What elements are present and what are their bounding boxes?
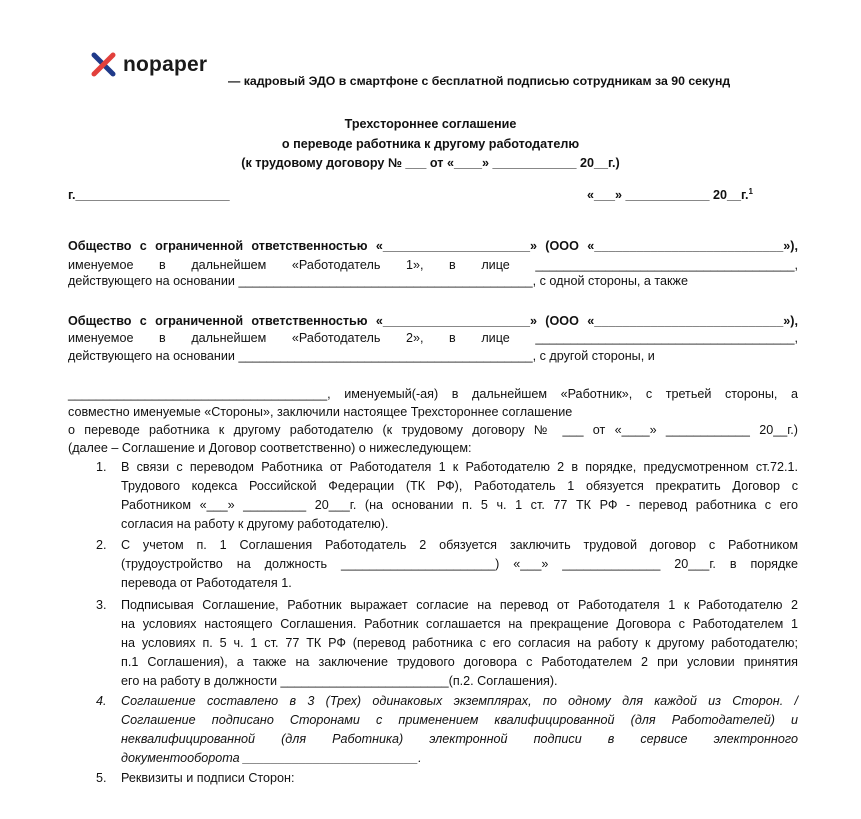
employee-line-4: (далее – Соглашение и Договор соответственно) о нижеследующем: — [68, 441, 472, 455]
item-1-line-3: Работником «___» _________ 20___г. (на основании п. 5 ч. 1 ст. 77 ТК РФ - перевод работника с его — [121, 498, 798, 512]
item-2-line-2: (трудоустройство на должность ______________________) «___» ______________ 20___г. в порядке — [121, 557, 798, 571]
brand-tagline: — кадровый ЭДО в смартфоне с бесплатной подписью сотрудникам за 90 секунд — [228, 74, 731, 88]
brand-name: nopaper — [123, 52, 208, 76]
party2-line-2: именуемое в дальнейшем «Работодатель 2», в лице _____________________________________, — [68, 331, 798, 345]
title-line-3: (к трудовому договору № ___ от «____» ____________ 20__г.) — [241, 156, 620, 170]
place-date-row — [68, 186, 798, 205]
item-4-line-3: неквалифицированной (для Работника) электронной подписи в сервисе электронного — [121, 732, 798, 746]
item-2-number: 2. — [96, 538, 107, 552]
party1-line-1: Общество с ограниченной ответственностью «_____________________» (ООО «___________________________»), — [68, 239, 798, 253]
item-1-number: 1. — [96, 460, 107, 474]
title-line-2: о переводе работника к другому работодателю — [281, 136, 580, 151]
employee-line-2: совместно именуемые «Стороны», заключили настоящее Трехстороннее соглашение — [68, 405, 573, 419]
item-3-number: 3. — [96, 598, 107, 612]
item-5-line-1: Реквизиты и подписи Сторон: — [121, 771, 295, 785]
brand-logo — [91, 52, 207, 77]
item-4-line-2: Соглашение подписано Сторонами с применением квалифицированной (для Работодателей) и — [121, 713, 798, 727]
item-1-line-1: В связи с переводом Работника от Работодателя 1 к Работодателю 2 в порядке, предусмотренном ст.72.1. — [121, 460, 798, 474]
item-1-line-2: Трудового кодекса Российской Федерации (ТК РФ), Работодатель 1 обязуется прекратить Договор с — [121, 479, 798, 493]
item-2-line-3: перевода от Работодателя 1. — [121, 576, 292, 590]
item-1-line-4: согласия на работу к другому работодателю). — [121, 517, 389, 531]
item-4-number: 4. — [96, 694, 107, 708]
nopaper-x-icon — [91, 52, 116, 77]
employee-line-3: о переводе работника к другому работодателю (к трудовому договору № ___ от «____» ____________ 20__г.) — [68, 423, 798, 437]
item-4-line-1: Соглашение составлено в 3 (Трех) одинаковых экземплярах, по одному для каждой из Сторон. / — [121, 694, 798, 708]
party2-line-1: Общество с ограниченной ответственностью «_____________________» (ООО «___________________________»), — [68, 314, 798, 328]
item-4-line-4: документооборота _________________________. — [121, 751, 422, 765]
party1-line-3: действующего на основании __________________________________________, с одной стороны, а также — [68, 274, 688, 288]
city-field: г.______________________ — [68, 188, 230, 202]
title-line-1: Трехстороннее соглашение — [344, 117, 517, 131]
item-3-line-5: его на работу в должности ________________________(п.2. Соглашения). — [121, 674, 558, 688]
item-5-number: 5. — [96, 771, 107, 785]
item-2-line-1: С учетом п. 1 Соглашения Работодатель 2 обязуется заключить трудовой договор с Работником — [121, 538, 798, 552]
document-title — [0, 115, 861, 174]
item-3-line-2: на условиях настоящего Соглашения. Работник соглашается на прекращение Договора с Работодателем 1 — [121, 617, 798, 631]
employee-line-1: _____________________________________, именуемый(-ая) в дальнейшем «Работник», с третьей стороны, а — [68, 387, 798, 401]
party2-line-3: действующего на основании __________________________________________, с другой стороны, и — [68, 349, 655, 363]
footnote-mark: 1 — [748, 186, 753, 196]
party1-line-2: именуемое в дальнейшем «Работодатель 1», в лице _____________________________________, — [68, 258, 798, 272]
item-3-line-4: п.1 Соглашения), а также на заключение трудового договора с Работодателем 2 при условии принятия — [121, 655, 798, 669]
item-3-line-1: Подписывая Соглашение, Работник выражает согласие на перевод от Работодателя 1 к Работодателю 2 — [121, 598, 798, 612]
item-3-line-3: на условиях п. 5 ч. 1 ст. 77 ТК РФ (перевод работника с его согласия на работу к другому работодателю; — [121, 636, 798, 650]
date-field: «___» ____________ 20__г.$^1$ — [586, 186, 753, 202]
